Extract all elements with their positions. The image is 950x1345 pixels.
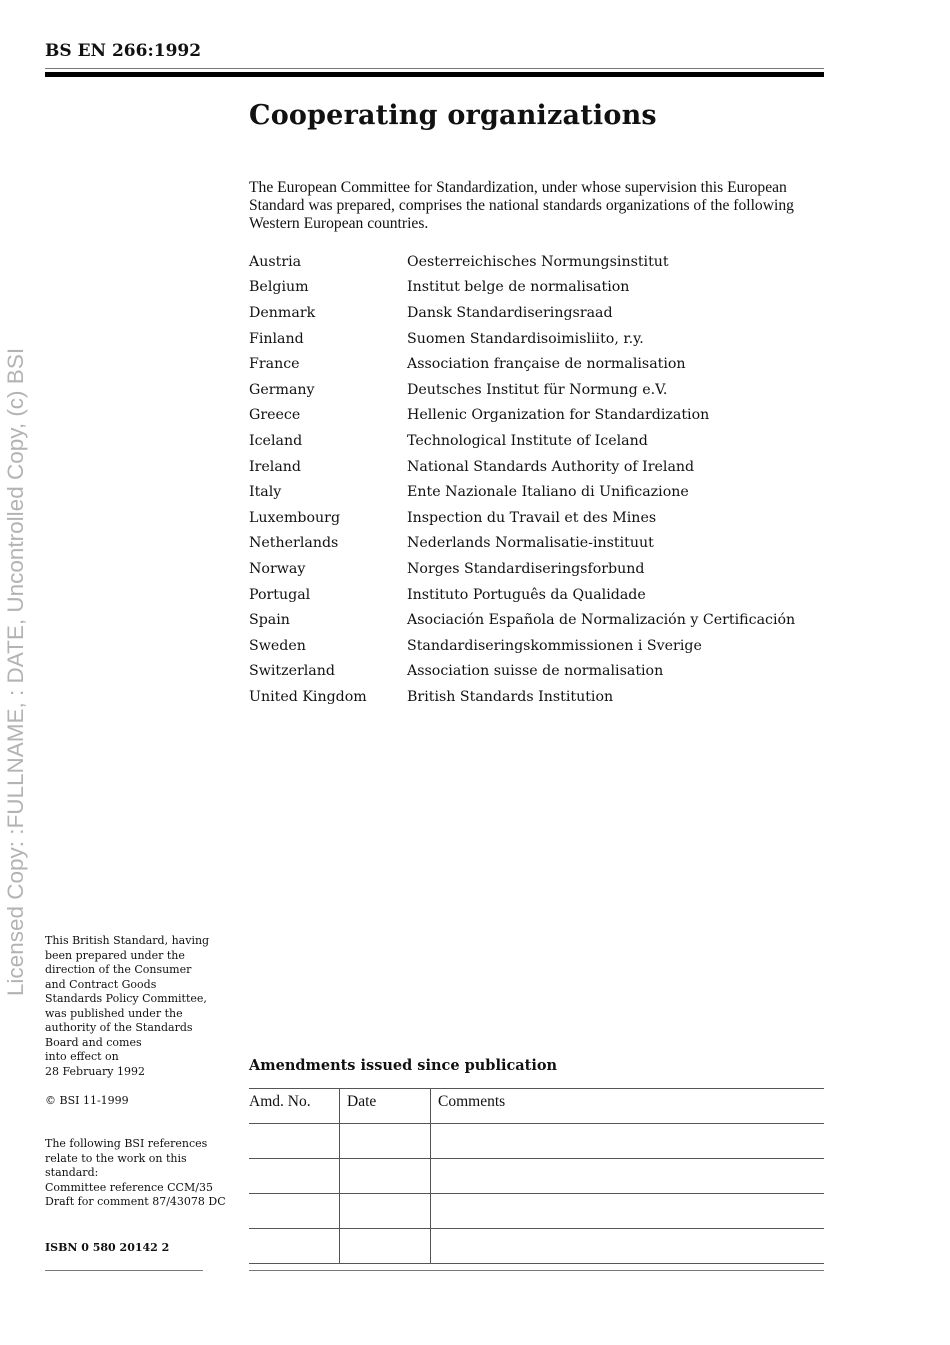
- reference-line: Draft for comment 87/43078 DC: [45, 1195, 226, 1208]
- country-name: Ireland: [249, 458, 301, 475]
- organizations-table: [249, 249, 795, 710]
- page-title: Cooperating organizations: [249, 100, 657, 131]
- statement-line: This British Standard, having: [45, 934, 210, 947]
- statement-line: into effect on: [45, 1050, 119, 1063]
- org-row: [249, 249, 795, 275]
- statement-line: and Contract Goods: [45, 977, 157, 991]
- organization-name: Nederlands Normalisatie-instituut: [407, 535, 654, 552]
- statement-line: Standards Policy Committee,: [45, 992, 207, 1005]
- footer-rule-right: [249, 1270, 824, 1271]
- org-row: [249, 633, 795, 659]
- bsi-references: [45, 1137, 245, 1210]
- amendments-table: [249, 1088, 824, 1264]
- country-name: Portugal: [249, 586, 311, 603]
- organization-name: British Standards Institution: [407, 688, 614, 705]
- document-id: BS EN 266:1992: [45, 41, 202, 61]
- organization-name: Inspection du Travail et des Mines: [407, 509, 657, 526]
- country-name: Finland: [249, 330, 304, 347]
- org-row: [249, 479, 795, 505]
- statement-line: been prepared under the: [45, 948, 185, 962]
- country-name: Iceland: [249, 432, 303, 449]
- copyright-notice: © BSI 11-1999: [45, 1094, 129, 1107]
- country-name: Italy: [249, 484, 282, 501]
- reference-line: Committee reference CCM/35: [45, 1180, 213, 1194]
- organization-name: Technological Institute of Iceland: [407, 432, 648, 449]
- column-header-date: Date: [347, 1093, 377, 1110]
- organization-name: Hellenic Organization for Standardization: [407, 407, 710, 424]
- country-name: Germany: [249, 381, 315, 398]
- organization-name: Deutsches Institut für Normung e.V.: [407, 381, 668, 398]
- org-row: [249, 428, 795, 454]
- organization-name: Institut belge de normalisation: [407, 279, 630, 296]
- org-row: [249, 326, 795, 352]
- statement-line: Board and comes: [45, 1035, 142, 1049]
- org-row: [249, 454, 795, 480]
- column-header-amd-no: Amd. No.: [249, 1093, 311, 1110]
- country-name: Norway: [249, 560, 306, 577]
- column-divider: [430, 1088, 431, 1264]
- country-name: Greece: [249, 407, 301, 424]
- org-row: [249, 300, 795, 326]
- org-row: [249, 556, 795, 582]
- organization-name: Ente Nazionale Italiano di Unificazione: [407, 484, 689, 501]
- intro-paragraph: The European Committee for Standardization, under whose supervision this European Standard was prepared, comprises the national standards organizations of the following Western European countries.: [249, 179, 794, 232]
- header-rule-thick: [45, 72, 824, 77]
- country-name: Belgium: [249, 279, 309, 296]
- org-row: [249, 659, 795, 685]
- organization-name: National Standards Authority of Ireland: [407, 458, 695, 475]
- column-divider: [339, 1088, 340, 1264]
- country-name: Sweden: [249, 637, 306, 654]
- org-row: [249, 351, 795, 377]
- country-name: Luxembourg: [249, 509, 341, 526]
- org-row: [249, 377, 795, 403]
- table-rule: [249, 1263, 824, 1264]
- org-row: [249, 275, 795, 301]
- reference-line: relate to the work on this: [45, 1151, 187, 1165]
- organization-name: Association suisse de normalisation: [407, 663, 664, 680]
- statement-line: authority of the Standards: [45, 1021, 193, 1034]
- table-rule: [249, 1158, 824, 1159]
- header-rule-thin: [45, 68, 824, 69]
- statement-line: direction of the Consumer: [45, 963, 192, 976]
- country-name: Netherlands: [249, 535, 339, 552]
- organization-name: Suomen Standardisoimisliito, r.y.: [407, 330, 644, 347]
- organization-name: Dansk Standardiseringsraad: [407, 304, 613, 321]
- organization-name: Oesterreichisches Normungsinstitut: [407, 253, 669, 270]
- org-row: [249, 505, 795, 531]
- reference-line: standard:: [45, 1166, 99, 1179]
- organization-name: Standardiseringskommissionen i Sverige: [407, 637, 702, 654]
- organization-name: Norges Standardiseringsforbund: [407, 560, 645, 577]
- statement-line: 28 February 1992: [45, 1064, 145, 1078]
- column-header-comments: Comments: [438, 1093, 506, 1110]
- org-row: [249, 403, 795, 429]
- organization-name: Asociación Española de Normalización y Certificación: [407, 612, 796, 629]
- license-watermark: Licensed Copy: :FULLNAME, : DATE, Uncontrolled Copy, (c) BSI: [3, 347, 28, 997]
- country-name: Denmark: [249, 304, 316, 321]
- organization-name: Instituto Português da Qualidade: [407, 586, 646, 603]
- org-row: [249, 607, 795, 633]
- country-name: United Kingdom: [249, 688, 367, 705]
- footer-rule-left: [45, 1270, 203, 1271]
- table-rule: [249, 1228, 824, 1229]
- table-rule: [249, 1193, 824, 1194]
- country-name: France: [249, 356, 300, 373]
- country-name: Spain: [249, 612, 290, 629]
- org-row: [249, 582, 795, 608]
- amendments-heading: Amendments issued since publication: [249, 1057, 558, 1074]
- country-name: Austria: [249, 253, 302, 270]
- table-rule: [249, 1088, 824, 1089]
- table-rule: [249, 1123, 824, 1124]
- organization-name: Association française de normalisation: [407, 356, 686, 373]
- country-name: Switzerland: [249, 663, 335, 680]
- publication-statement: [45, 934, 240, 1079]
- isbn: ISBN 0 580 20142 2: [45, 1241, 170, 1254]
- statement-line: was published under the: [45, 1006, 183, 1020]
- org-row: [249, 531, 795, 557]
- org-row: [249, 684, 795, 710]
- reference-line: The following BSI references: [45, 1137, 208, 1150]
